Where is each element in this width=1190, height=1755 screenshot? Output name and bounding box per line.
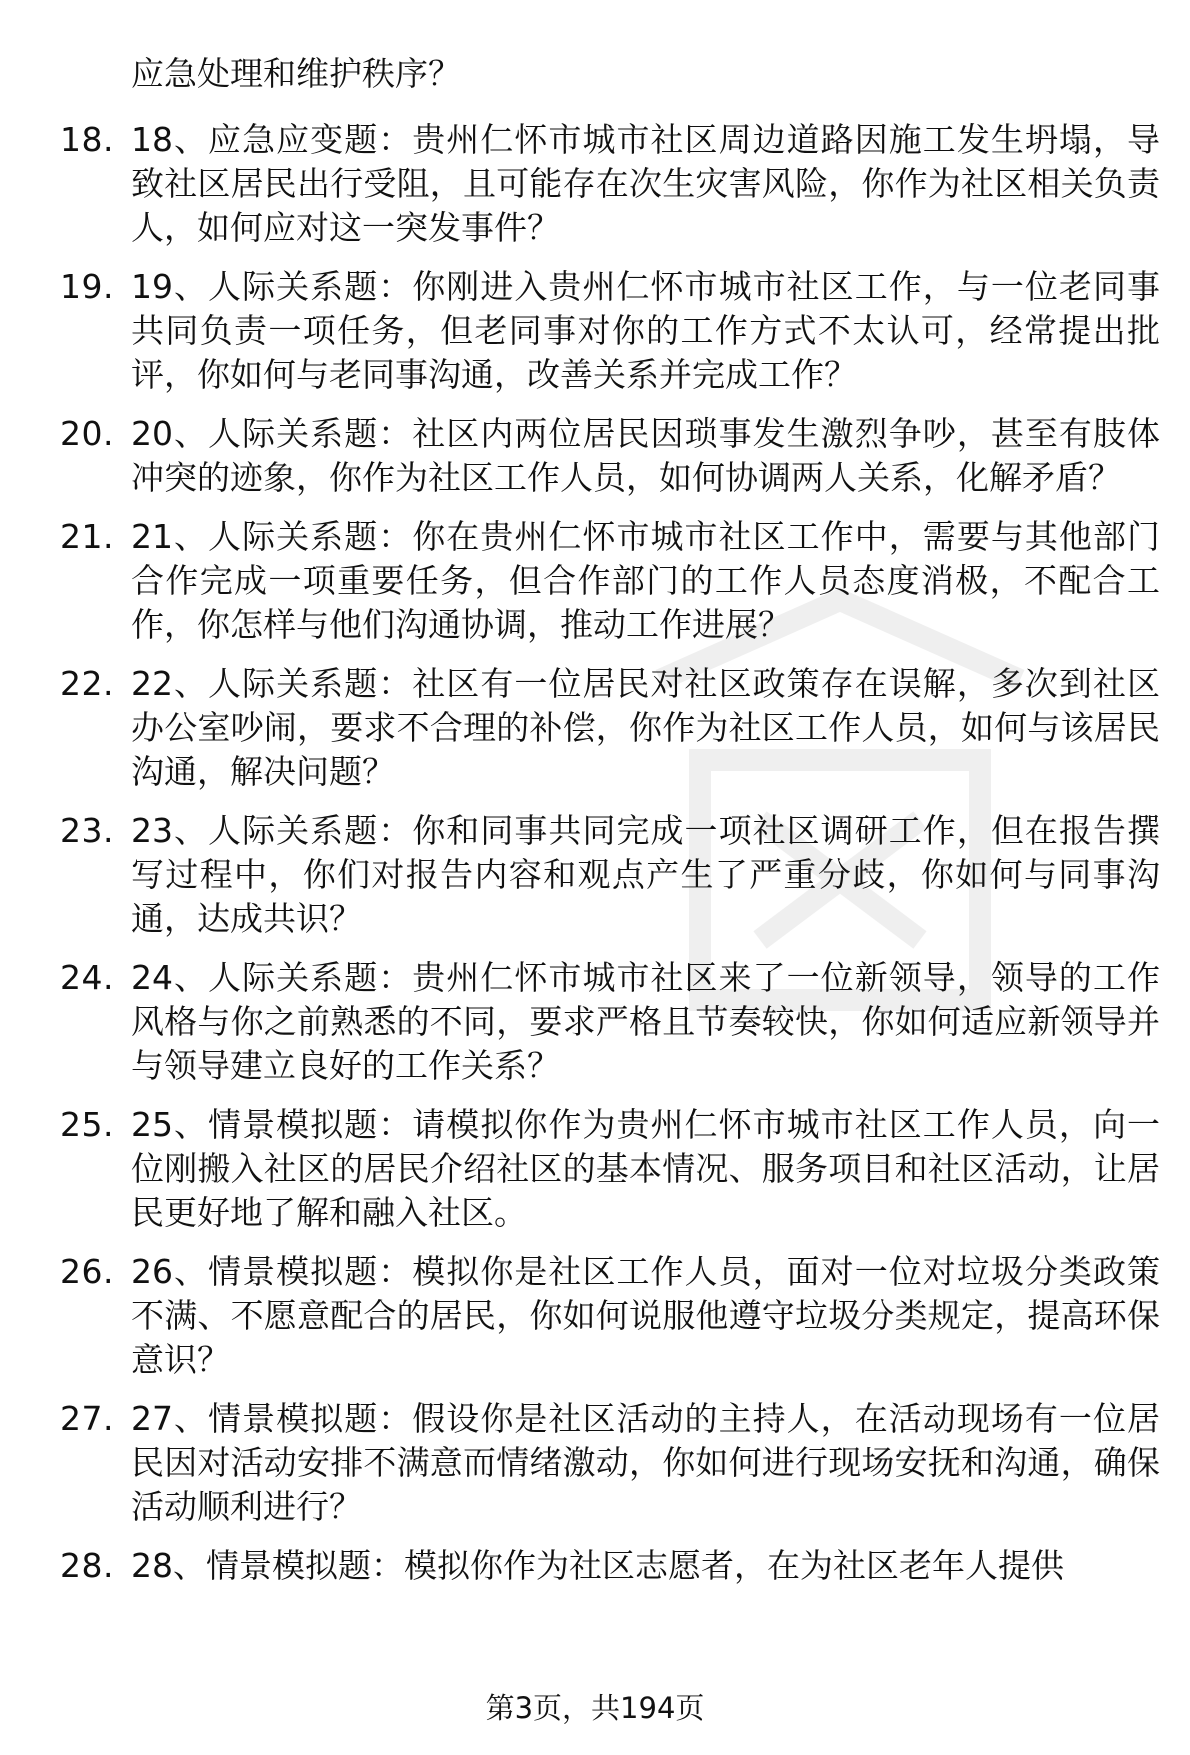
question-list [60, 118, 1160, 1603]
question-text: 22、人际关系题：社区有一位居民对社区政策存在误解，多次到社区办公室吵闹，要求不合理的补偿，你作为社区工作人员，如何与该居民沟通，解决问题？ [131, 664, 1160, 791]
question-item [60, 515, 1160, 647]
question-text: 20、人际关系题：社区内两位居民因琐事发生激烈争吵，甚至有肢体冲突的迹象，你作为社区工作人员，如何协调两人关系，化解矛盾？ [131, 414, 1160, 497]
question-number: 19. [60, 267, 114, 306]
question-number: 25. [60, 1105, 114, 1144]
question-text: 24、人际关系题：贵州仁怀市城市社区来了一位新领导，领导的工作风格与你之前熟悉的不同，要求严格且节奏较快，你如何适应新领导并与领导建立良好的工作关系？ [131, 958, 1160, 1085]
question-text: 25、情景模拟题：请模拟你作为贵州仁怀市城市社区工作人员，向一位刚搬入社区的居民介绍社区的基本情况、服务项目和社区活动，让居民更好地了解和融入社区。 [131, 1105, 1160, 1232]
question-number: 20. [60, 414, 114, 453]
question-number: 27. [60, 1399, 114, 1438]
question-item [60, 412, 1160, 500]
question-text: 23、人际关系题：你和同事共同完成一项社区调研工作，但在报告撰写过程中，你们对报告内容和观点产生了严重分歧，你如何与同事沟通，达成共识？ [131, 811, 1160, 938]
question-number: 28. [60, 1546, 114, 1585]
question-text: 26、情景模拟题：模拟你是社区工作人员，面对一位对垃圾分类政策不满、不愿意配合的居民，你如何说服他遵守垃圾分类规定，提高环保意识？ [131, 1252, 1160, 1379]
question-text: 21、人际关系题：你在贵州仁怀市城市社区工作中，需要与其他部门合作完成一项重要任务，但合作部门的工作人员态度消极，不配合工作，你怎样与他们沟通协调，推动工作进展？ [131, 517, 1160, 644]
question-text: 18、应急应变题：贵州仁怀市城市社区周边道路因施工发生坍塌，导致社区居民出行受阻，且可能存在次生灾害风险，你作为社区相关负责人，如何应对这一突发事件？ [131, 120, 1160, 247]
page-number-footer: 第3页，共194页 [485, 1691, 705, 1725]
question-item [60, 118, 1160, 250]
question-item [60, 1250, 1160, 1382]
question-text: 27、情景模拟题：假设你是社区活动的主持人，在活动现场有一位居民因对活动安排不满意而情绪激动，你如何进行现场安抚和沟通，确保活动顺利进行？ [131, 1399, 1160, 1526]
question-text: 28、情景模拟题：模拟你作为社区志愿者，在为社区老年人提供 [131, 1546, 1064, 1585]
question-item [60, 809, 1160, 941]
question-item [60, 1397, 1160, 1529]
question-item [60, 1103, 1160, 1235]
question-number: 24. [60, 958, 114, 997]
question-number: 21. [60, 517, 114, 556]
question-number: 18. [60, 120, 114, 159]
question-number: 23. [60, 811, 114, 850]
question-text: 19、人际关系题：你刚进入贵州仁怀市城市社区工作，与一位老同事共同负责一项任务，但老同事对你的工作方式不太认可，经常提出批评，你如何与老同事沟通，改善关系并完成工作？ [131, 267, 1160, 394]
question-item [60, 1544, 1160, 1588]
question-item [60, 662, 1160, 794]
continued-question-text: 应急处理和维护秩序？ [131, 54, 461, 93]
question-number: 22. [60, 664, 114, 703]
question-item [60, 956, 1160, 1088]
question-number: 26. [60, 1252, 114, 1291]
question-item [60, 265, 1160, 397]
